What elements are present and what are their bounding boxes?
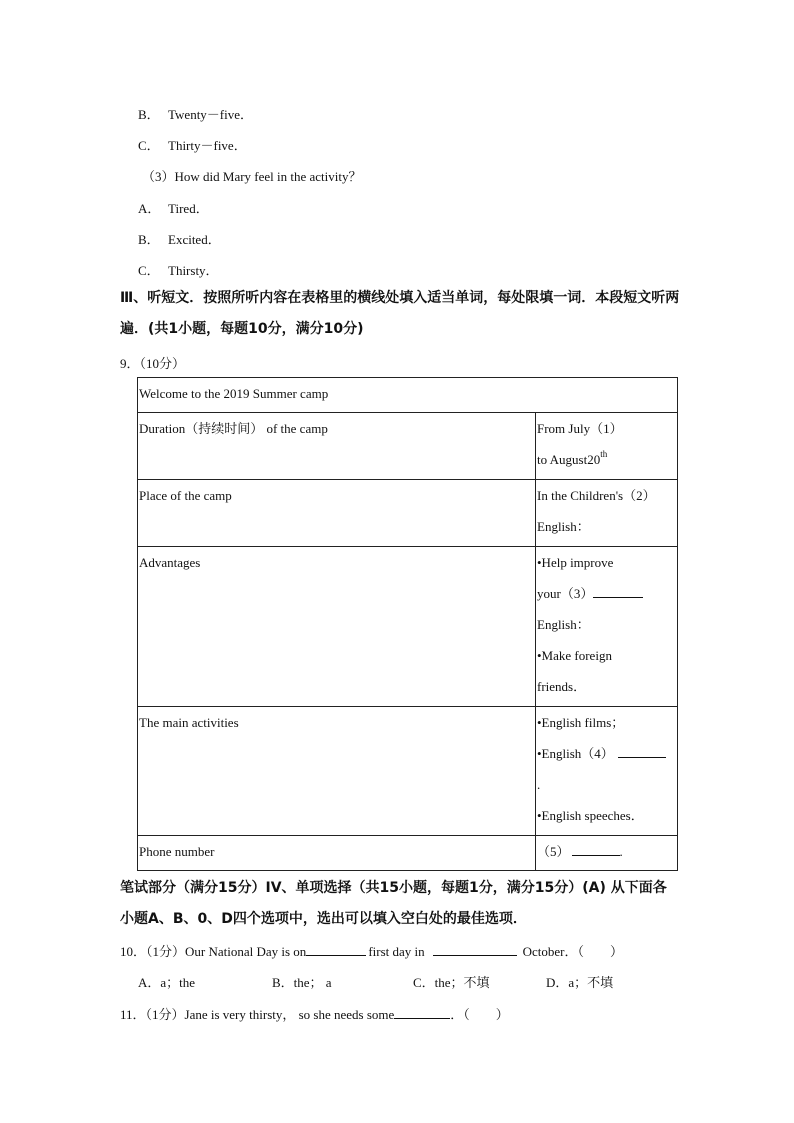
table-title: Welcome to the 2019 Summer camp: [138, 378, 678, 413]
option-label: B．: [138, 107, 160, 122]
table-row: [138, 413, 678, 480]
question-10-stem: [120, 941, 623, 960]
option-text: Twenty－five．: [168, 107, 254, 122]
option-8-2-c: [138, 135, 247, 154]
option-a: A．a；the: [138, 975, 196, 990]
section-3-heading: Ⅲ、听短文．按照所听内容在表格里的横线处填入适当单词，每处限填一词．本段短文听两遍．(共1小题，每题10分，满分10分): [120, 290, 680, 337]
blank-5-label: （5）: [537, 844, 570, 859]
row-value: [536, 413, 678, 480]
duration-text: From July（1）: [537, 421, 623, 436]
period: .: [619, 844, 623, 859]
option-label: C．: [138, 138, 160, 153]
question-8-3-stem: （3）How did Mary feel in the activity？: [142, 169, 362, 184]
activity-line-1: •English films；: [537, 715, 625, 730]
activity-line-3: .: [537, 777, 541, 792]
row-label: Place of the camp: [138, 480, 536, 547]
blank-10-1[interactable]: [306, 943, 366, 956]
stem-part: 11．（1分）Jane is very thirsty， so she needs some: [120, 1007, 395, 1022]
table-row: [138, 836, 678, 871]
option-label: A．: [138, 201, 161, 216]
option-8-2-b: [138, 104, 253, 123]
blank-3[interactable]: [593, 585, 643, 598]
row-value: [536, 707, 678, 836]
question-11-stem: [120, 1004, 509, 1023]
advantage-line-3: English：: [537, 617, 590, 632]
summer-camp-table: [137, 377, 678, 871]
duration-line-2: [537, 444, 676, 475]
stem-part: October．（ ）: [522, 944, 624, 959]
place-line-2: English：: [537, 519, 590, 534]
advantage-line-1: •Help improve: [537, 555, 614, 570]
row-label: Advantages: [138, 547, 536, 707]
table-row: [138, 707, 678, 836]
option-text: Thirsty．: [168, 263, 219, 278]
advantage-line-5: friends．: [537, 679, 587, 694]
advantage-line-4: •Make foreign: [537, 648, 612, 663]
row-value: [536, 480, 678, 547]
option-8-3-a: [138, 198, 209, 217]
row-label: Duration（持续时间） of the camp: [138, 413, 536, 480]
blank-4-label: •English（4）: [537, 746, 614, 761]
ordinal-suffix: th: [600, 449, 608, 459]
option-label: B．: [138, 232, 160, 247]
place-line-1: In the Children's（2）: [537, 488, 656, 503]
option-b: B．the； a: [272, 975, 332, 990]
row-value: [536, 836, 678, 871]
table-row: [138, 480, 678, 547]
blank-5[interactable]: [572, 843, 620, 856]
option-d: D．a；不填: [546, 975, 614, 990]
written-section-heading: 笔试部分（满分15分）IV、单项选择（共15小题，每题1分，满分15分）(A) 从下面各小题A、B、0、D四个选项中，选出可以填入空白处的最佳选项．: [120, 880, 667, 927]
row-label: Phone number: [138, 836, 536, 871]
duration-line-1: [537, 413, 676, 444]
question-9-number: 9．（10分）: [120, 356, 186, 371]
stem-part: 10．（1分）Our National Day is on: [120, 944, 307, 959]
stem-part: ．（ ）: [450, 1007, 509, 1022]
blank-11[interactable]: [394, 1006, 450, 1019]
duration-end: to August20: [537, 452, 601, 467]
option-text: Tired．: [168, 201, 209, 216]
table-row: [138, 547, 678, 707]
option-text: Thirty－five．: [168, 138, 247, 153]
advantage-line-2: [537, 578, 676, 609]
option-c: C．the；不填: [413, 975, 490, 990]
activity-line-4: •English speeches．: [537, 808, 644, 823]
option-text: Excited．: [168, 232, 221, 247]
row-value: [536, 547, 678, 707]
blank-4[interactable]: [618, 745, 666, 758]
activity-line-2: [537, 738, 676, 769]
option-label: C．: [138, 263, 160, 278]
option-8-3-c: [138, 260, 219, 279]
blank-10-2[interactable]: [433, 943, 517, 956]
stem-part: first day in: [368, 944, 425, 959]
option-8-3-b: [138, 229, 221, 248]
blank-3-label: your（3）: [537, 586, 594, 601]
row-label: The main activities: [138, 707, 536, 836]
